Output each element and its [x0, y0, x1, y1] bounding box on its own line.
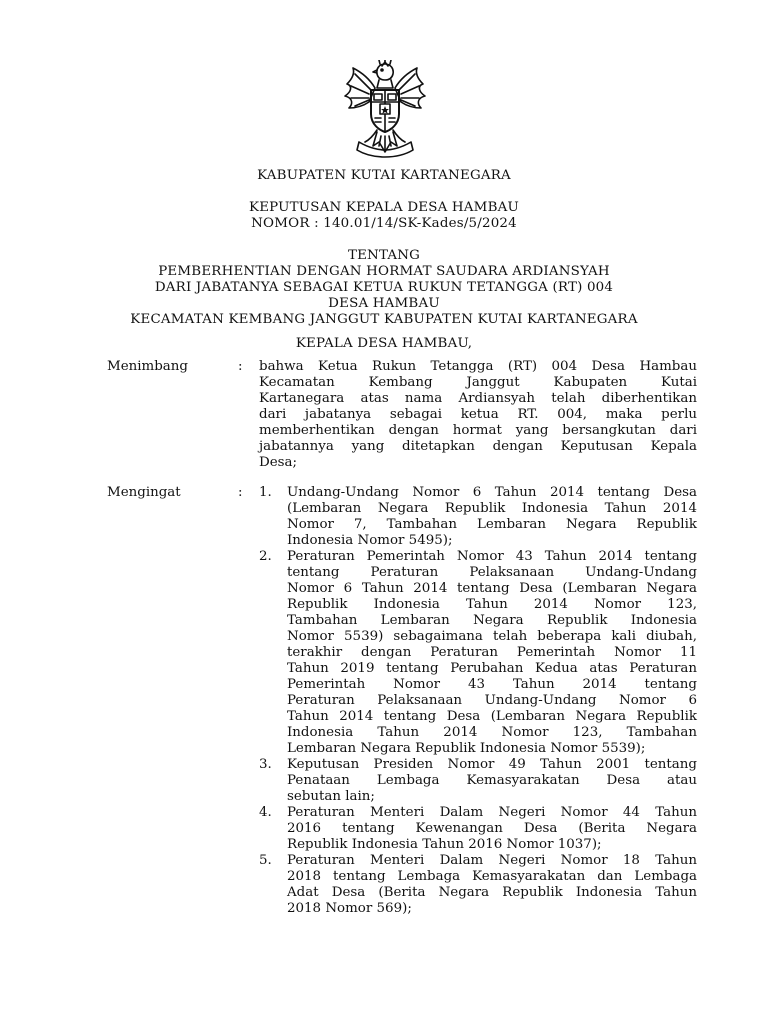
list-item — [259, 853, 697, 917]
text-line: Undang-Undang Nomor 6 Tahun 2014 tentang Desa — [287, 485, 697, 500]
text-line: Indonesia Nomor 5495); — [287, 533, 453, 548]
text-line: sebutan lain; — [287, 789, 375, 804]
text-line: dari jabatanya sebagai ketua RT. 004, maka perlu — [259, 407, 697, 422]
item-text — [287, 757, 697, 805]
text-line: Pemerintah Nomor 43 Tahun 2014 tentang — [287, 677, 697, 692]
text-line: jabatannya yang ditetapkan dengan Keputusan Kepala — [259, 439, 697, 454]
text-line: terakhir dengan Peraturan Pemerintah Nomor 11 — [287, 645, 697, 660]
regency-name: KABUPATEN KUTAI KARTANEGARA — [257, 168, 511, 183]
about-label: TENTANG — [347, 248, 421, 263]
text-line: memberhentikan dengan hormat yang bersangkutan dari — [259, 423, 697, 438]
text-line: Tahun 2019 tentang Perubahan Kedua atas Peraturan — [287, 661, 697, 676]
text-line: Republik Indonesia Tahun 2014 Nomor 123, — [287, 597, 697, 612]
text-line: Nomor 7, Tambahan Lembaran Negara Republik — [287, 517, 697, 532]
text-line: Lembaran Negara Republik Indonesia Nomor 5539); — [287, 741, 646, 756]
item-number: 4. — [259, 805, 272, 820]
decree-number: NOMOR : 140.01/14/SK-Kades/5/2024 — [251, 216, 517, 231]
item-number: 3. — [259, 757, 272, 772]
text-line: Tambahan Lembaran Negara Republik Indonesia — [287, 613, 697, 628]
text-line: Peraturan Pelaksanaan Undang-Undang Nomor 6 — [287, 693, 697, 708]
legal-basis-list — [259, 485, 697, 917]
text-line: Penataan Lembaga Kemasyarakatan Desa atau — [287, 773, 697, 788]
text-line: Peraturan Menteri Dalam Negeri Nomor 18 Tahun — [287, 853, 697, 868]
list-item — [259, 757, 697, 805]
text-line: 2018 Nomor 569); — [287, 901, 412, 916]
item-number: 2. — [259, 549, 272, 564]
menimbang-label: Menimbang — [107, 359, 188, 374]
text-line: Nomor 5539) sebagaimana telah beberapa kali diubah, — [287, 629, 697, 644]
text-line: Republik Indonesia Tahun 2016 Nomor 1037); — [287, 837, 602, 852]
regency-heading — [60, 168, 708, 184]
subject-line: DARI JABATANYA SEBAGAI KETUA RUKUN TETANGGA (RT) 004 — [154, 280, 614, 295]
mengingat-label: Mengingat — [107, 485, 181, 500]
list-item — [259, 805, 697, 853]
item-text — [287, 853, 697, 917]
text-line: Keputusan Presiden Nomor 49 Tahun 2001 tentang — [287, 757, 697, 772]
issuer-heading — [60, 336, 708, 352]
item-text — [287, 549, 697, 757]
text-line: Adat Desa (Berita Negara Republik Indonesia Tahun — [287, 885, 697, 900]
decree-subject — [60, 248, 708, 328]
decree-heading — [60, 200, 708, 232]
text-line: Desa; — [259, 455, 298, 470]
subject-line: KECAMATAN KEMBANG JANGGUT KABUPATEN KUTAI KARTANEGARA — [130, 312, 638, 327]
text-line: tentang Peraturan Pelaksanaan Undang-Undang — [287, 565, 697, 580]
list-item — [259, 549, 697, 757]
text-line: Peraturan Menteri Dalam Negeri Nomor 44 Tahun — [287, 805, 697, 820]
item-number: 5. — [259, 853, 272, 868]
mengingat-colon: : — [238, 485, 243, 500]
text-line: (Lembaran Negara Republik Indonesia Tahun 2014 — [287, 501, 697, 516]
issuer-title: KEPALA DESA HAMBAU, — [295, 336, 473, 351]
item-number: 1. — [259, 485, 272, 500]
item-text — [287, 485, 697, 549]
text-line: Peraturan Pemerintah Nomor 43 Tahun 2014 tentang — [287, 549, 697, 564]
text-line: Tahun 2014 tentang Desa (Lembaran Negara Republik — [287, 709, 697, 724]
text-line: Kecamatan Kembang Janggut Kabupaten Kutai — [259, 375, 697, 390]
subject-line: DESA HAMBAU — [328, 296, 440, 311]
garuda-emblem-icon — [339, 60, 431, 158]
menimbang-text — [259, 359, 697, 471]
text-line: Indonesia Tahun 2014 Nomor 123, Tambahan — [287, 725, 697, 740]
text-line: Nomor 6 Tahun 2014 tentang Desa (Lembaran Negara — [287, 581, 697, 596]
text-line: 2018 tentang Lembaga Kemasyarakatan dan Lembaga — [287, 869, 697, 884]
text-line: Kartanegara atas nama Ardiansyah telah diberhentikan — [259, 391, 697, 406]
text-line: bahwa Ketua Rukun Tetangga (RT) 004 Desa Hambau — [259, 359, 697, 374]
menimbang-colon: : — [238, 359, 243, 374]
item-text — [287, 805, 697, 853]
text-line: 2016 tentang Kewenangan Desa (Berita Negara — [287, 821, 697, 836]
list-item — [259, 485, 697, 549]
decree-title: KEPUTUSAN KEPALA DESA HAMBAU — [249, 200, 519, 215]
subject-line: PEMBERHENTIAN DENGAN HORMAT SAUDARA ARDIANSYAH — [158, 264, 610, 279]
